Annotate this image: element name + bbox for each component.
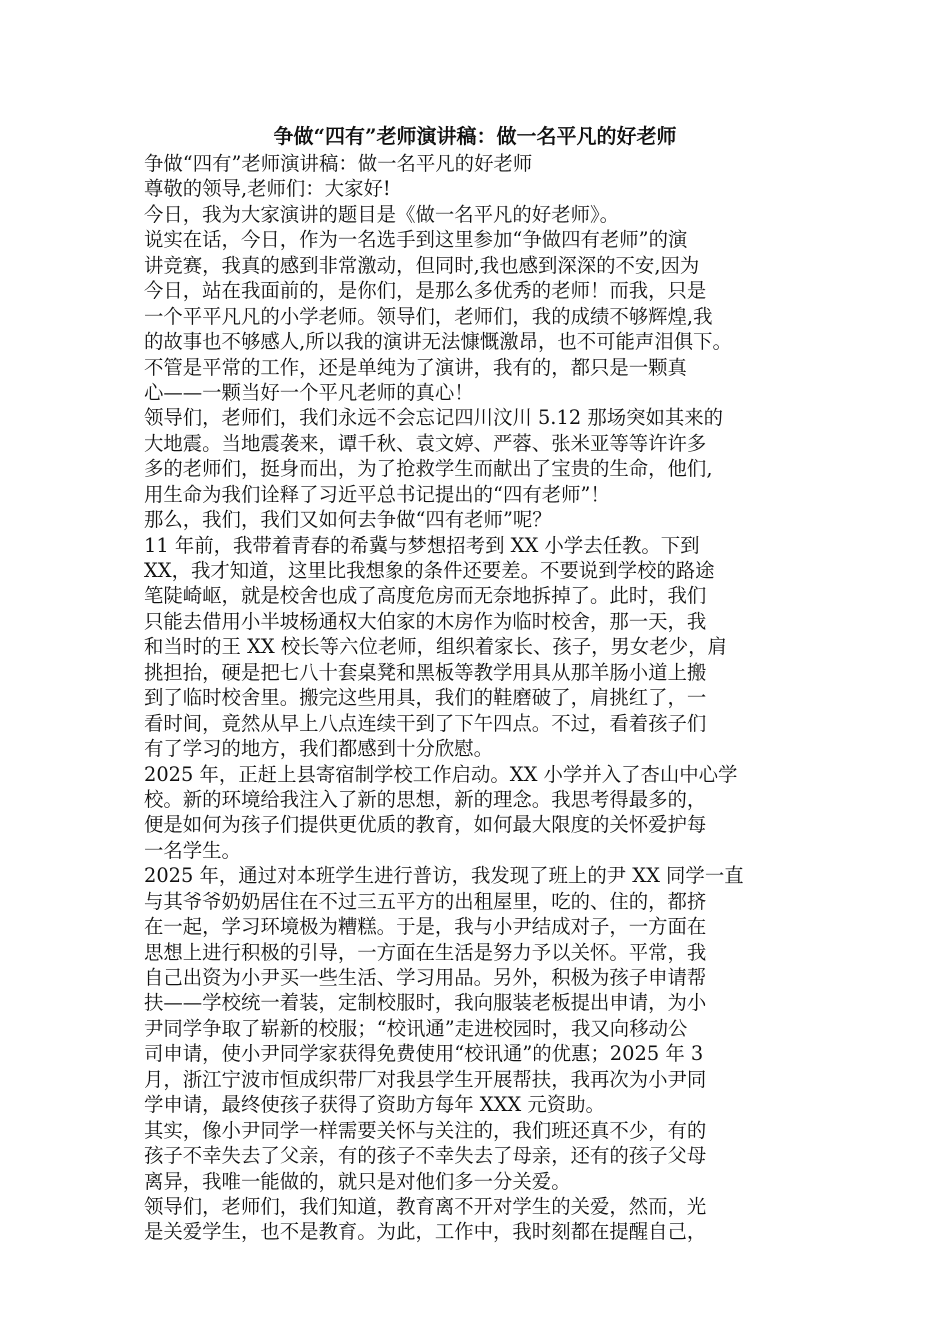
document-line: 孩子不幸失去了父亲，有的孩子不幸失去了母亲，还有的孩子父母 (144, 1144, 707, 1168)
document-line: 用生命为我们诠释了习近平总书记提出的“四有老师”！ (144, 482, 610, 506)
document-line: 离异，我唯一能做的，就只是对他们多一分关爱。 (144, 1169, 571, 1193)
document-line: 尊敬的领导,老师们：大家好! (144, 177, 391, 201)
document-line: 月，浙江宁波市恒成织带厂对我县学生开展帮扶，我再次为小尹同 (144, 1067, 707, 1091)
document-line: 在一起，学习环境极为糟糕。于是，我与小尹结成对子，一方面在 (144, 915, 707, 939)
document-line: 是关爱学生，也不是教育。为此，工作中，我时刻都在提醒自己， (144, 1220, 707, 1244)
document-line: 和当时的王 XX 校长等六位老师，组织着家长、孩子，男女老少，肩 (144, 635, 727, 659)
document-line: 自己出资为小尹买一些生活、学习用品。另外，积极为孩子申请帮 (144, 966, 707, 989)
document-line: 2025 年，通过对本班学生进行普访，我发现了班上的尹 XX 同学一直 (144, 864, 744, 888)
document-line: 大地震。当地震袭来，谭千秋、袁文婷、严蓉、张米亚等等许许多 (144, 431, 707, 455)
document-line: 说实在话，今日，作为一名选手到这里参加“争做四有老师”的演 (144, 228, 688, 252)
document-line: 领导们，老师们，我们永远不会忘记四川汶川 5.12 那场突如其来的 (144, 406, 724, 430)
document-line: 今日，站在我面前的，是你们，是那么多优秀的老师！而我，只是 (144, 279, 707, 303)
document-line: 校。新的环境给我注入了新的思想，新的理念。我思考得最多的， (144, 787, 707, 811)
document-line: 不管是平常的工作，还是单纯为了演讲，我有的，都只是一颗真 (144, 355, 687, 379)
document-line: 便是如何为孩子们提供更优质的教育，如何最大限度的关怀爱护每 (144, 813, 707, 837)
document-line: 扶——学校统一着装，定制校服时，我向服装老板提出申请，为小 (144, 991, 707, 1015)
document-line: 尹同学争取了崭新的校服；“校讯通”走进校园时，我又向移动公 (144, 1016, 688, 1040)
document-line: 看时间，竟然从早上八点连续干到了下午四点。不过，看着孩子们 (144, 711, 707, 735)
document-line: 今日，我为大家演讲的题目是《做一名平凡的好老师》。 (144, 202, 620, 226)
document-line: 其实，像小尹同学一样需要关怀与关注的，我们班还真不少，有的 (144, 1118, 707, 1142)
document-title: 争做“四有”老师演讲稿：做一名平凡的好老师 (273, 124, 677, 148)
document-line: 讲竞赛，我真的感到非常激动，但同时,我也感到深深的不安,因为 (144, 253, 700, 277)
document-line: 到了临时校舍里。搬完这些用具，我们的鞋磨破了，肩挑红了，一 (144, 686, 707, 710)
document-line: XX，我才知道，这里比我想象的条件还要差。不要说到学校的路途 (144, 559, 715, 582)
document-line: 2025 年，正赶上县寄宿制学校工作启动。XX 小学并入了杏山中心学 (144, 762, 738, 786)
document-line: 司申请，使小尹同学家获得免费使用“校讯通”的优惠；2025 年 3 (144, 1042, 704, 1066)
document-line: 有了学习的地方，我们都感到十分欣慰。 (144, 737, 494, 761)
document-line: 学申请，最终使孩子获得了资助方每年 XXX 元资助。 (144, 1093, 605, 1117)
document-line: 领导们，老师们，我们知道，教育离不开对学生的关爱，然而，光 (144, 1194, 707, 1218)
document-line: 一名学生。 (144, 838, 241, 862)
document-line: 挑担抬，硬是把七八十套桌凳和黑板等教学用具从那羊肠小道上搬 (144, 660, 707, 684)
document-line: 那么，我们，我们又如何去争做“四有老师”呢？ (144, 508, 552, 532)
document-line: 心——一颗当好一个平凡老师的真心！ (144, 380, 474, 404)
document-line: 笔陡崎岖，就是校舍也成了高度危房而无奈地拆掉了。此时，我们 (144, 584, 707, 608)
document-line: 一个平平凡凡的小学老师。领导们，老师们，我的成绩不够辉煌,我 (144, 304, 713, 328)
document-line: 11 年前，我带着青春的希冀与梦想招考到 XX 小学去任教。下到 (144, 533, 700, 557)
document-line: 思想上进行积极的引导，一方面在生活是努力予以关怀。平常，我 (144, 940, 707, 964)
document-line: 争做“四有”老师演讲稿：做一名平凡的好老师 (144, 152, 533, 175)
document-line: 多的老师们，挺身而出，为了抢救学生而献出了宝贵的生命，他们, (144, 457, 713, 481)
document-line: 与其爷爷奶奶居住在不过三五平方的出租屋里，吃的、住的，都挤 (144, 889, 707, 913)
document-body (144, 151, 824, 1245)
document-line: 的故事也不够感人,所以我的演讲无法慷慨激昂，也不可能声泪俱下。 (144, 330, 732, 354)
document-line: 只能去借用小半坡杨通权大伯家的木房作为临时校舍，那一天，我 (144, 609, 707, 633)
